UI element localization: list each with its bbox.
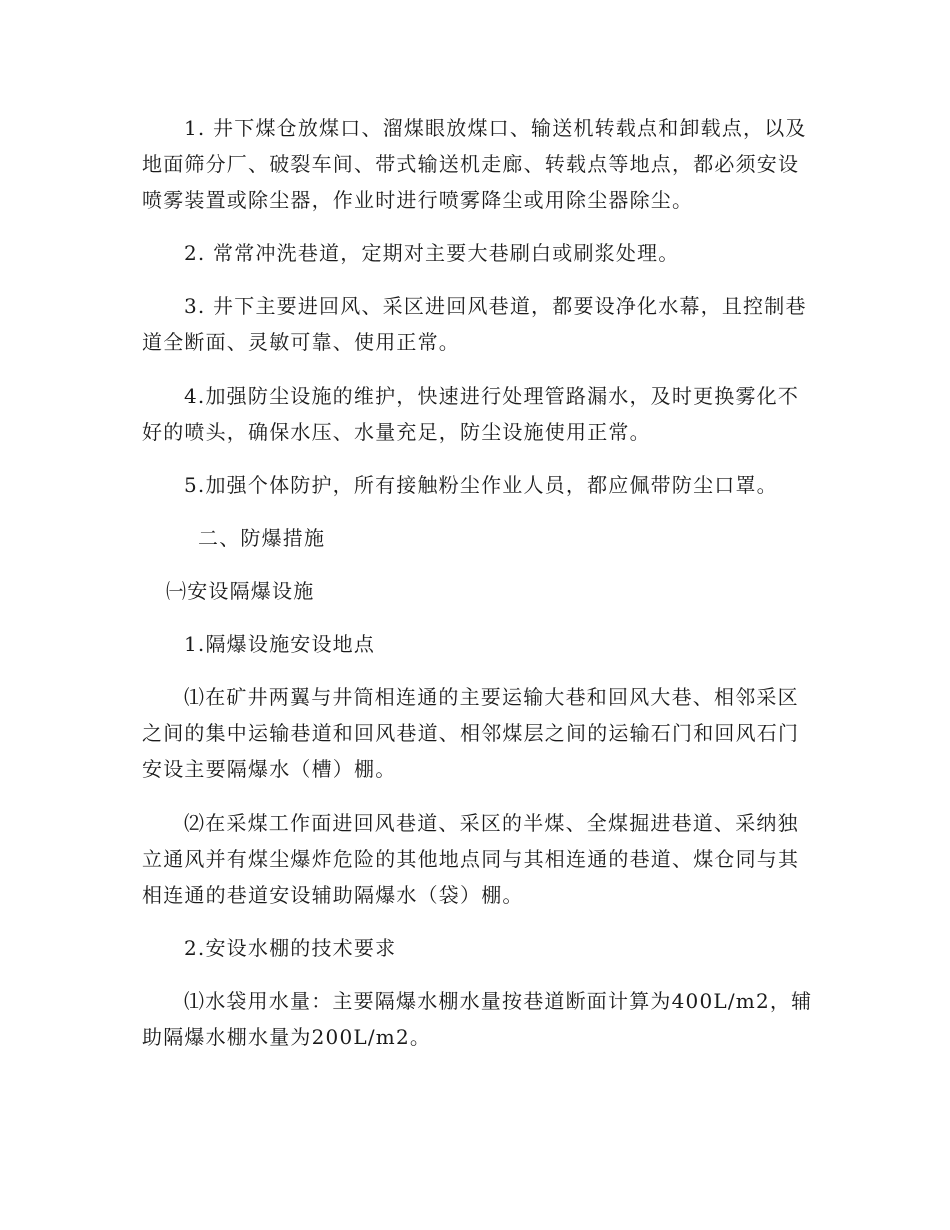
- paragraph-9: 2.安设水棚的技术要求: [184, 936, 397, 960]
- paragraph-8: ⑵在采煤工作面进回风巷道、采区的半煤、全煤掘进巷道、采纳独立通风并有煤尘爆炸危险的其他地点同与其相连通的巷道、煤仓同与其相连通的巷道安设辅助隔爆水（袋）棚。: [142, 811, 800, 907]
- paragraph-5: 5.加强个体防护，所有接触粉尘作业人员，都应佩带防尘口罩。: [184, 473, 778, 497]
- paragraph-4: 4.加强防尘设施的维护，快速进行处理管路漏水，及时更换雾化不好的喷头，确保水压、水量充足，防尘设施使用正常。: [142, 384, 800, 444]
- paragraph-3: 3. 井下主要进回风、采区进回风巷道，都要设净化水幕，且控制巷道全断面、灵敏可靠、使用正常。: [142, 294, 807, 354]
- paragraph-7: ⑴在矿井两翼与井筒相连通的主要运输大巷和回风大巷、相邻采区之间的集中运输巷道和回风巷道、相邻煤层之间的运输石门和回风石门安设主要隔爆水（槽）棚。: [142, 685, 800, 781]
- section-heading: 二、防爆措施: [198, 526, 326, 550]
- paragraph-10: ⑴水袋用水量：主要隔爆水棚水量按巷道断面计算为400L/m2，辅助隔爆水棚水量为200L/m2。: [142, 989, 813, 1049]
- subsection-heading: ㈠安设隔爆设施: [166, 579, 315, 603]
- paragraph-1: 1. 井下煤仓放煤口、溜煤眼放煤口、输送机转载点和卸载点，以及地面筛分厂、破裂车间、带式输送机走廊、转载点等地点，都必须安设喷雾装置或除尘器，作业时进行喷雾降尘或用除尘器除尘。: [142, 116, 807, 212]
- paragraph-6: 1.隔爆设施安设地点: [184, 632, 376, 656]
- paragraph-2: 2. 常常冲洗巷道，定期对主要大巷刷白或刷浆处理。: [184, 241, 680, 265]
